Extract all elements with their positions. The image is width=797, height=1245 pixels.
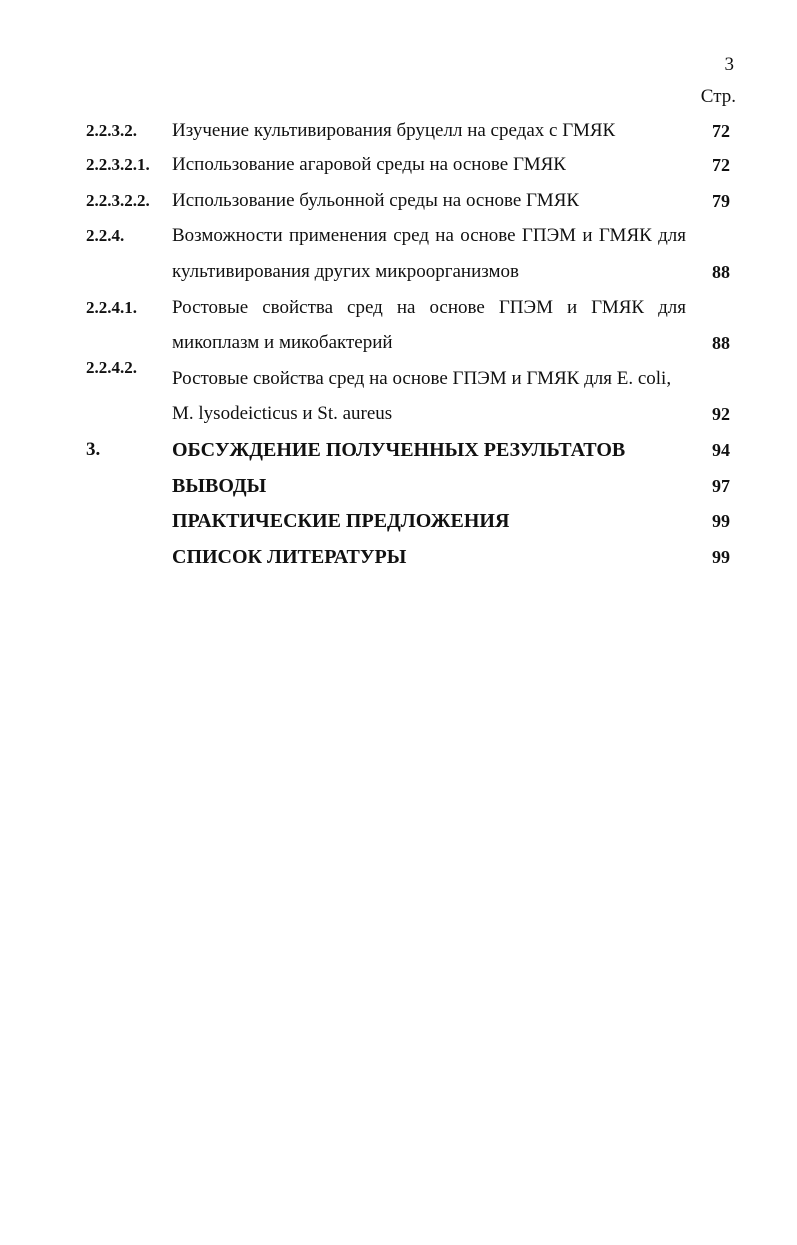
section-title: ВЫВОДЫ — [172, 475, 267, 497]
toc-entry[interactable] — [0, 542, 797, 572]
toc-entry[interactable] — [0, 471, 797, 501]
section-title-line2: микоплазм и микобактерий — [172, 332, 393, 353]
section-number: 2.2.3.2.2. — [86, 191, 150, 210]
section-title: ПРАКТИЧЕСКИЕ ПРЕДЛОЖЕНИЯ — [172, 510, 510, 532]
toc-entry[interactable] — [0, 506, 797, 536]
toc-entry-title[interactable] — [0, 364, 797, 394]
toc-entry-continuation[interactable] — [0, 257, 797, 287]
section-title: Использование агаровой среды на основе ГМЯК — [172, 154, 566, 175]
page-ref: 88 — [712, 333, 730, 353]
section-title: Изучение культивирования бруцелл на средах с ГМЯК — [172, 120, 616, 141]
section-number: 2.2.3.2. — [86, 121, 137, 140]
section-number: 3. — [86, 439, 101, 460]
section-title-line1: Возможности применения сред на основе ГПЭМ и ГМЯК для — [172, 225, 686, 246]
toc-entry[interactable] — [0, 150, 797, 180]
page-ref: 79 — [712, 191, 730, 211]
section-number: 2.2.3.2.1. — [86, 155, 150, 174]
toc-entry[interactable] — [0, 293, 797, 323]
section-title-line2: M. lysodeicticus и St. aureus — [172, 403, 393, 424]
pages-column-header: Стр. — [700, 86, 736, 107]
toc-entry[interactable] — [0, 186, 797, 216]
section-title: Использование бульонной среды на основе ГМЯК — [172, 190, 580, 211]
section-title: СПИСОК ЛИТЕРАТУРЫ — [172, 546, 407, 568]
section-number: 2.2.4.2. — [86, 358, 137, 377]
page-ref: 92 — [712, 404, 730, 424]
section-number: 2.2.4. — [86, 226, 125, 245]
page-number: 3 — [724, 54, 734, 75]
toc-entry[interactable] — [0, 116, 797, 146]
section-title-line1: Ростовые свойства сред на основе ГПЭМ и ГМЯК для E. coli, — [172, 368, 672, 389]
section-title-line2: культивирования других микроорганизмов — [172, 261, 519, 282]
toc-entry[interactable] — [0, 221, 797, 251]
section-title-line1: Ростовые свойства сред на основе ГПЭМ и ГМЯК для — [172, 297, 686, 318]
section-title: ОБСУЖДЕНИЕ ПОЛУЧЕННЫХ РЕЗУЛЬТАТОВ — [172, 439, 626, 461]
page-ref: 97 — [712, 476, 730, 496]
page-ref: 72 — [712, 121, 730, 141]
page-ref: 99 — [712, 547, 730, 567]
page-ref: 94 — [712, 440, 730, 460]
toc-entry-continuation[interactable] — [0, 399, 797, 429]
section-number: 2.2.4.1. — [86, 298, 137, 317]
page-ref: 99 — [712, 511, 730, 531]
toc-entry[interactable] — [0, 435, 797, 465]
page-ref: 72 — [712, 155, 730, 175]
page-ref: 88 — [712, 262, 730, 282]
